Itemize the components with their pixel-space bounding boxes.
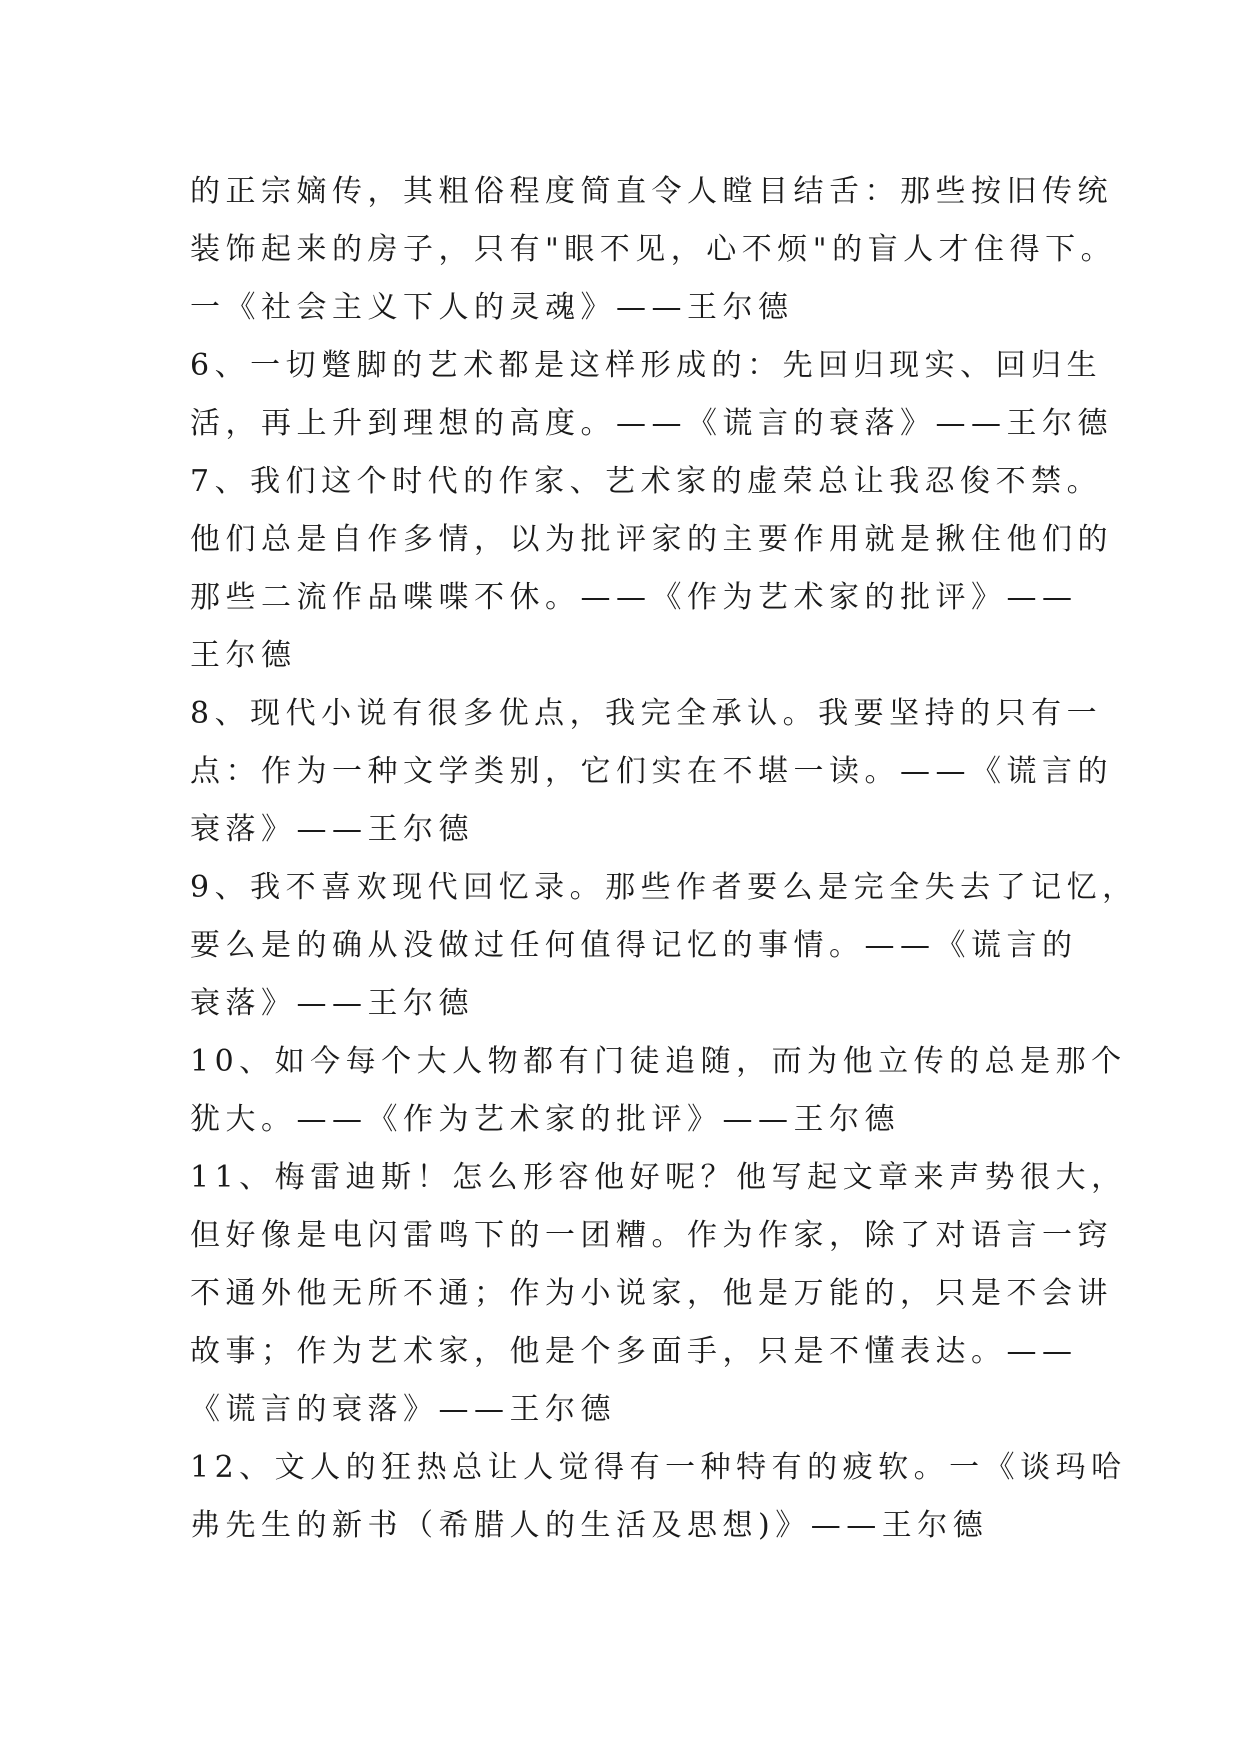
text-line: 一《社会主义下人的灵魂》——王尔德 bbox=[190, 290, 794, 325]
text-line: 12、文人的狂热总让人觉得有一种特有的疲软。一《谈玛哈 bbox=[190, 1450, 1127, 1485]
text-line: 他们总是自作多情，以为批评家的主要作用就是揪住他们的 bbox=[190, 522, 1113, 557]
text-line: 活，再上升到理想的高度。——《谎言的衰落》——王尔德 bbox=[190, 406, 1113, 441]
text-line: 装饰起来的房子，只有"眼不见，心不烦"的盲人才住得下。 bbox=[190, 232, 1117, 267]
text-line: 那些二流作品喋喋不休。——《作为艺术家的批评》—— bbox=[190, 580, 1078, 615]
text-line: 8、现代小说有很多优点，我完全承认。我要坚持的只有一 bbox=[190, 696, 1103, 731]
text-line: 《谎言的衰落》——王尔德 bbox=[190, 1392, 616, 1427]
text-line: 但好像是电闪雷鸣下的一团糟。作为作家，除了对语言一窍 bbox=[190, 1218, 1113, 1253]
text-line: 10、如今每个大人物都有门徒追随，而为他立传的总是那个 bbox=[190, 1044, 1127, 1079]
text-line: 11、梅雷迪斯！怎么形容他好呢？他写起文章来声势很大， bbox=[190, 1160, 1127, 1195]
text-line: 衰落》——王尔德 bbox=[190, 986, 474, 1021]
text-line: 弗先生的新书（希腊人的生活及思想)》——王尔德 bbox=[190, 1508, 989, 1543]
text-line: 故事；作为艺术家，他是个多面手，只是不懂表达。—— bbox=[190, 1334, 1078, 1369]
body-text bbox=[190, 163, 1138, 1555]
text-line: 6、一切蹩脚的艺术都是这样形成的：先回归现实、回归生 bbox=[190, 348, 1103, 383]
text-line: 犹大。——《作为艺术家的批评》——王尔德 bbox=[190, 1102, 900, 1137]
text-line: 7、我们这个时代的作家、艺术家的虚荣总让我忍俊不禁。 bbox=[190, 464, 1103, 499]
text-line: 9、我不喜欢现代回忆录。那些作者要么是完全失去了记忆， bbox=[190, 870, 1138, 905]
text-line: 要么是的确从没做过任何值得记忆的事情。——《谎言的 bbox=[190, 928, 1078, 963]
text-line: 的正宗嫡传，其粗俗程度简直令人瞠目结舌：那些按旧传统 bbox=[190, 174, 1113, 209]
text-line: 衰落》——王尔德 bbox=[190, 812, 474, 847]
text-line: 不通外他无所不通；作为小说家，他是万能的，只是不会讲 bbox=[190, 1276, 1113, 1311]
text-line: 王尔德 bbox=[190, 638, 297, 673]
text-line: 点：作为一种文学类别，它们实在不堪一读。——《谎言的 bbox=[190, 754, 1113, 789]
